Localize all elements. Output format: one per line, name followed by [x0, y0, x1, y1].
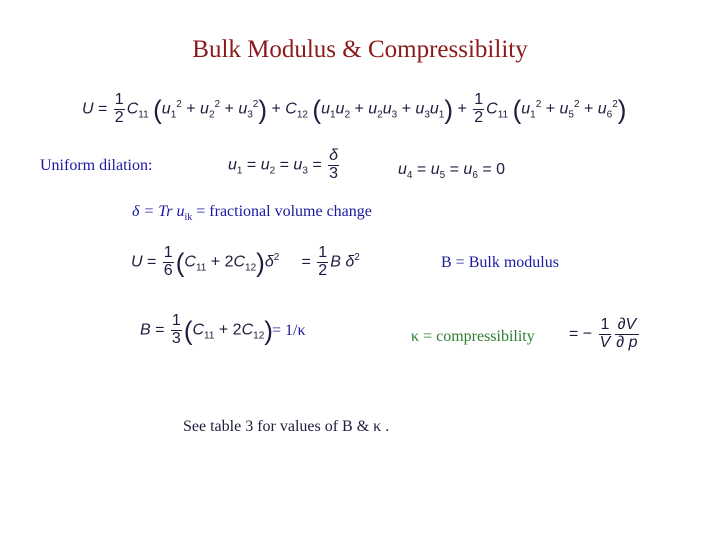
energy-equation: U = $\frac{1}{2}$ $C_{11}$ $(u_1^2 + u_2^2 + u_3^2) + C_{12}$ $(u_1u_2 + u_2u_3 + u_3u_1)$ + $\frac{1}{2}$ $C_{11}$ $(u_1^2 + u_5^2 + u_6^2)$ [82, 91, 627, 126]
page-title: Bulk Modulus & Compressibility [192, 36, 528, 63]
see-table-note: See table 3 for values of B & κ . [183, 418, 390, 435]
delta-rest: = fractional volume change [192, 203, 372, 220]
delta-definition [132, 203, 372, 224]
uniform-dilation-label: Uniform dilation: [40, 157, 153, 174]
delta-u: u [176, 203, 185, 220]
zero-strain-equation: $u_4 = u_5 = u_6 = 0$ [398, 161, 506, 182]
compressibility-label: κ = compressibility [411, 328, 535, 345]
bulk-modulus-equation: B = $\frac{1}{3}$ $(C_{11} + 2C_{12})$ [140, 312, 273, 347]
bulk-modulus-label: B = Bulk modulus [441, 254, 559, 271]
dilation-equation: $u_1 = u_2 = u_3$ = $\frac{\delta}{3}$ [228, 147, 339, 182]
delta-sub: ik [184, 212, 193, 224]
compressibility-equation: = − $\frac{1}{V}$ $\frac{\partial V}{\partial p}$ [569, 316, 638, 351]
delta-lhs: δ = Tr [132, 203, 177, 220]
energy-dilation-equation: U = $\frac{1}{6}$ $(C_{11} + 2C_{12})\delta^2$ = $\frac{1}{2}$ B $\delta^2$ [131, 244, 360, 279]
kappa-relation: = 1/κ [272, 322, 306, 339]
